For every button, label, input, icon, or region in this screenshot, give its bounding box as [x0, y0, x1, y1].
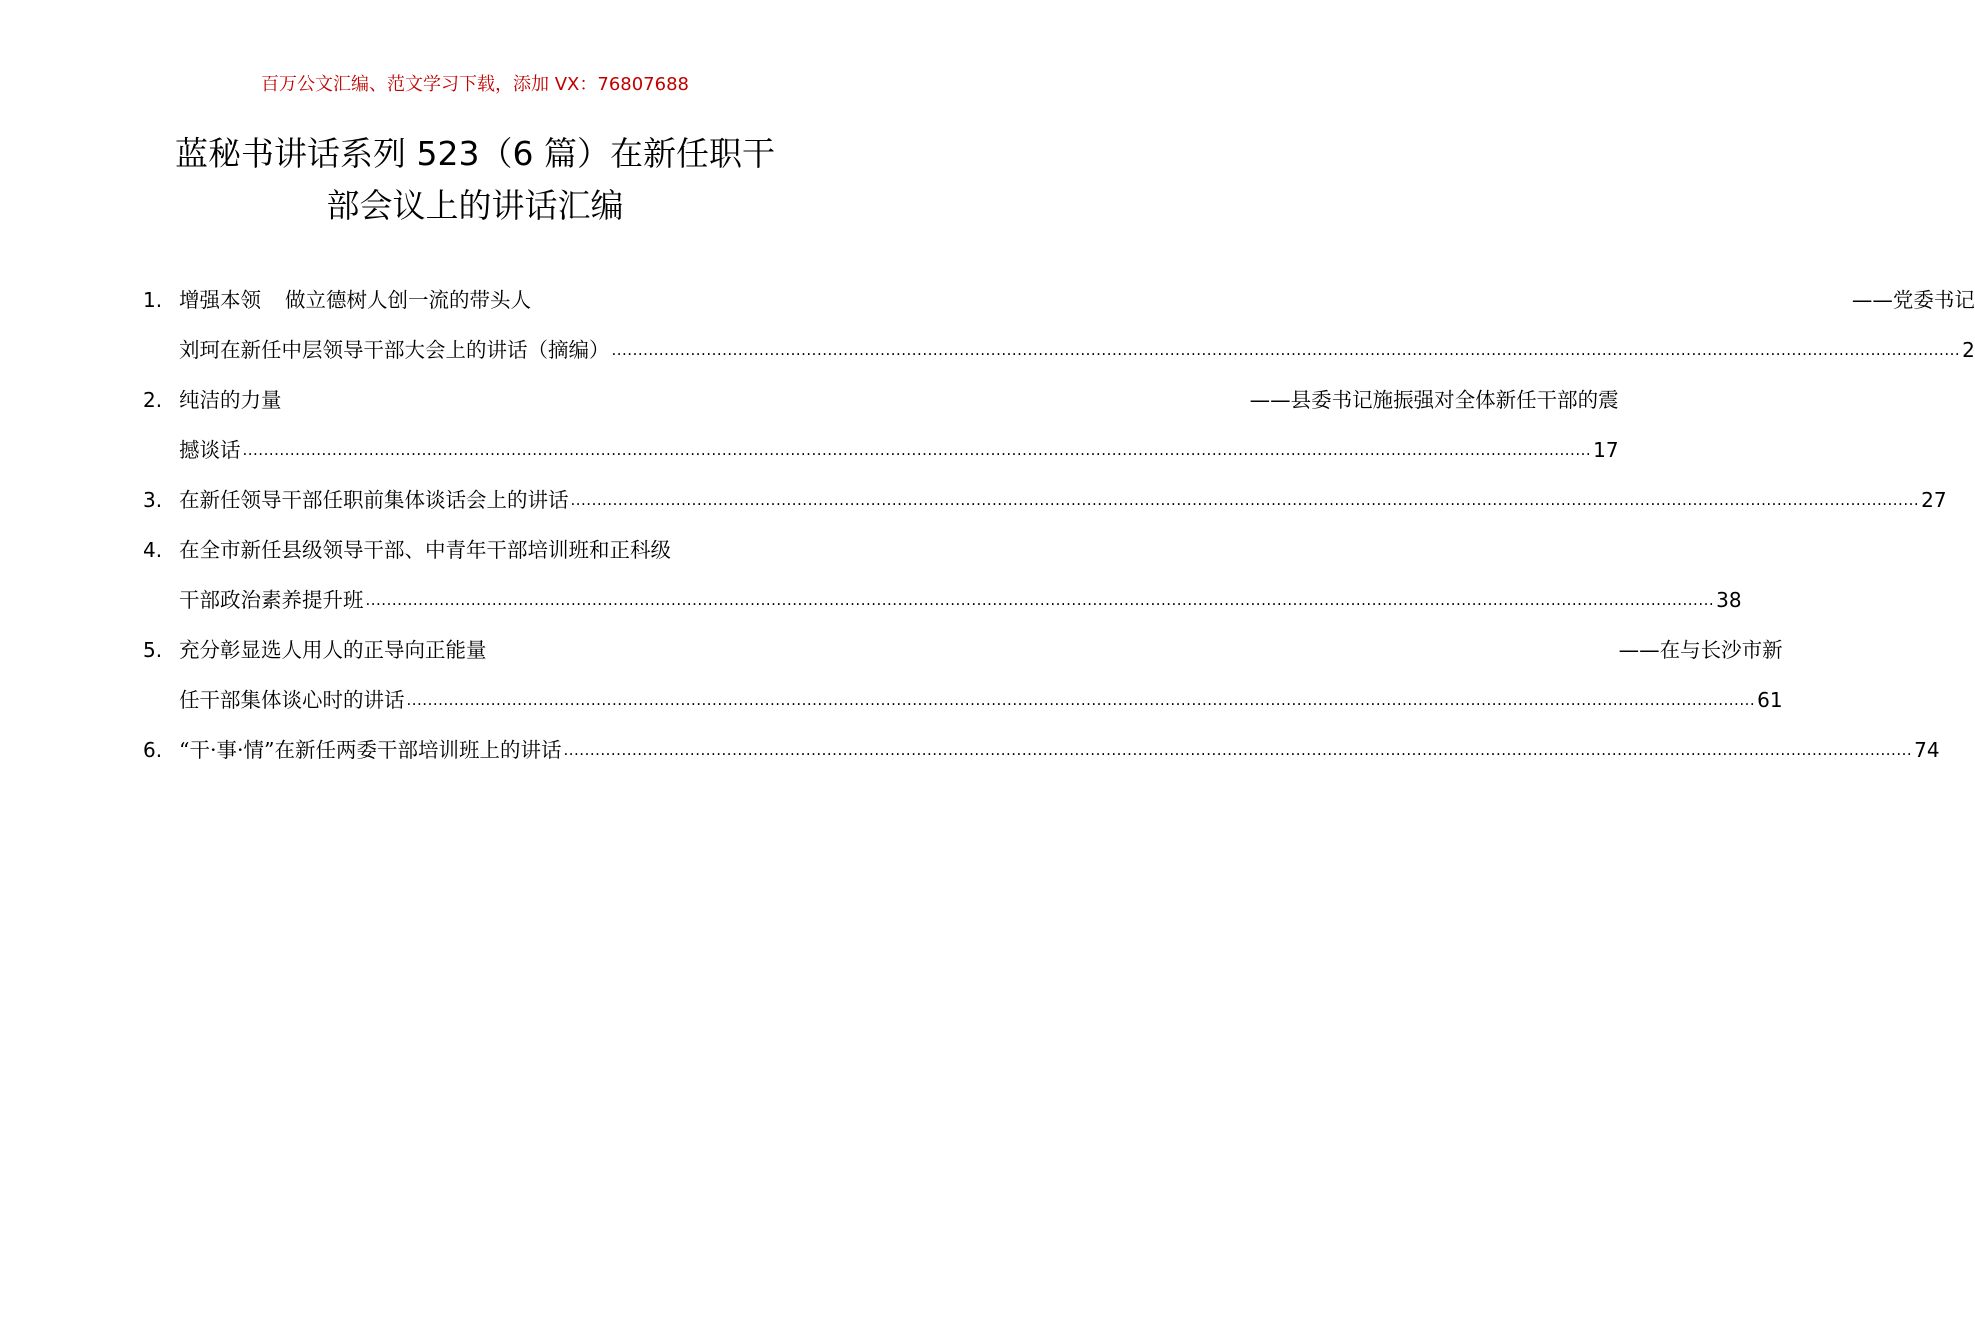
toc-number: 3. — [143, 488, 163, 512]
dot-leader — [243, 425, 1592, 475]
toc-number: 5. — [143, 638, 163, 662]
toc-number: 1. — [143, 288, 163, 312]
toc-title-line: 干部政治素养提升班 — [179, 588, 364, 612]
toc-entry-2[interactable] — [143, 375, 1619, 475]
toc-entry-1[interactable] — [143, 275, 1975, 375]
toc-title-line: 在新任领导干部任职前集体谈话会上的讲话 — [179, 488, 569, 512]
toc-title-line: “干·事·情”在新任两委干部培训班上的讲话 — [179, 738, 562, 762]
dot-leader — [564, 725, 1913, 775]
toc-page-number: 27 — [1921, 488, 1947, 512]
table-of-contents — [143, 275, 1975, 775]
title-line-2: 部会议上的讲话汇编 — [326, 186, 624, 225]
toc-page-number: 2 — [1962, 338, 1975, 362]
dot-leader — [366, 575, 1715, 625]
toc-number: 6. — [143, 738, 163, 762]
dot-leader — [407, 675, 1756, 725]
toc-subtitle-part: ——县委书记施振强对全体新任干部的震 — [1249, 388, 1619, 412]
toc-title-part: 纯洁的力量 — [179, 388, 282, 412]
toc-title-line: 刘珂在新任中层领导干部大会上的讲话（摘编） — [179, 338, 610, 362]
toc-page-number: 17 — [1593, 438, 1619, 462]
toc-page-number: 74 — [1914, 738, 1940, 762]
toc-title-line: 任干部集体谈心时的讲话 — [179, 688, 405, 712]
toc-number: 4. — [143, 538, 163, 562]
toc-title-part: 增强本领 — [179, 288, 261, 312]
toc-entry-3[interactable] — [143, 475, 1947, 525]
toc-entry-6[interactable] — [143, 725, 1940, 775]
toc-title-part: 做立德树人创一流的带头人 — [285, 288, 531, 312]
toc-title-line: 在全市新任县级领导干部、中青年干部培训班和正科级 — [179, 538, 671, 562]
toc-subtitle-part: ——在与长沙市新 — [1618, 638, 1783, 662]
dot-leader — [612, 325, 1961, 375]
toc-title-line: 撼谈话 — [179, 438, 241, 462]
toc-title-part: 充分彰显选人用人的正导向正能量 — [179, 638, 487, 662]
dot-leader — [571, 475, 1920, 525]
document-title — [150, 128, 800, 232]
title-line-1: 蓝秘书讲话系列 523（6 篇）在新任职干 — [175, 134, 775, 173]
header-notice: 百万公文汇编、范文学习下载，添加 VX：76807688 — [261, 74, 689, 95]
toc-page-number: 61 — [1757, 688, 1783, 712]
toc-page-number: 38 — [1716, 588, 1742, 612]
toc-subtitle-part: ——党委书记 — [1851, 288, 1975, 312]
toc-number: 2. — [143, 388, 163, 412]
toc-entry-5[interactable] — [143, 625, 1783, 725]
toc-entry-4[interactable] — [143, 525, 1742, 625]
